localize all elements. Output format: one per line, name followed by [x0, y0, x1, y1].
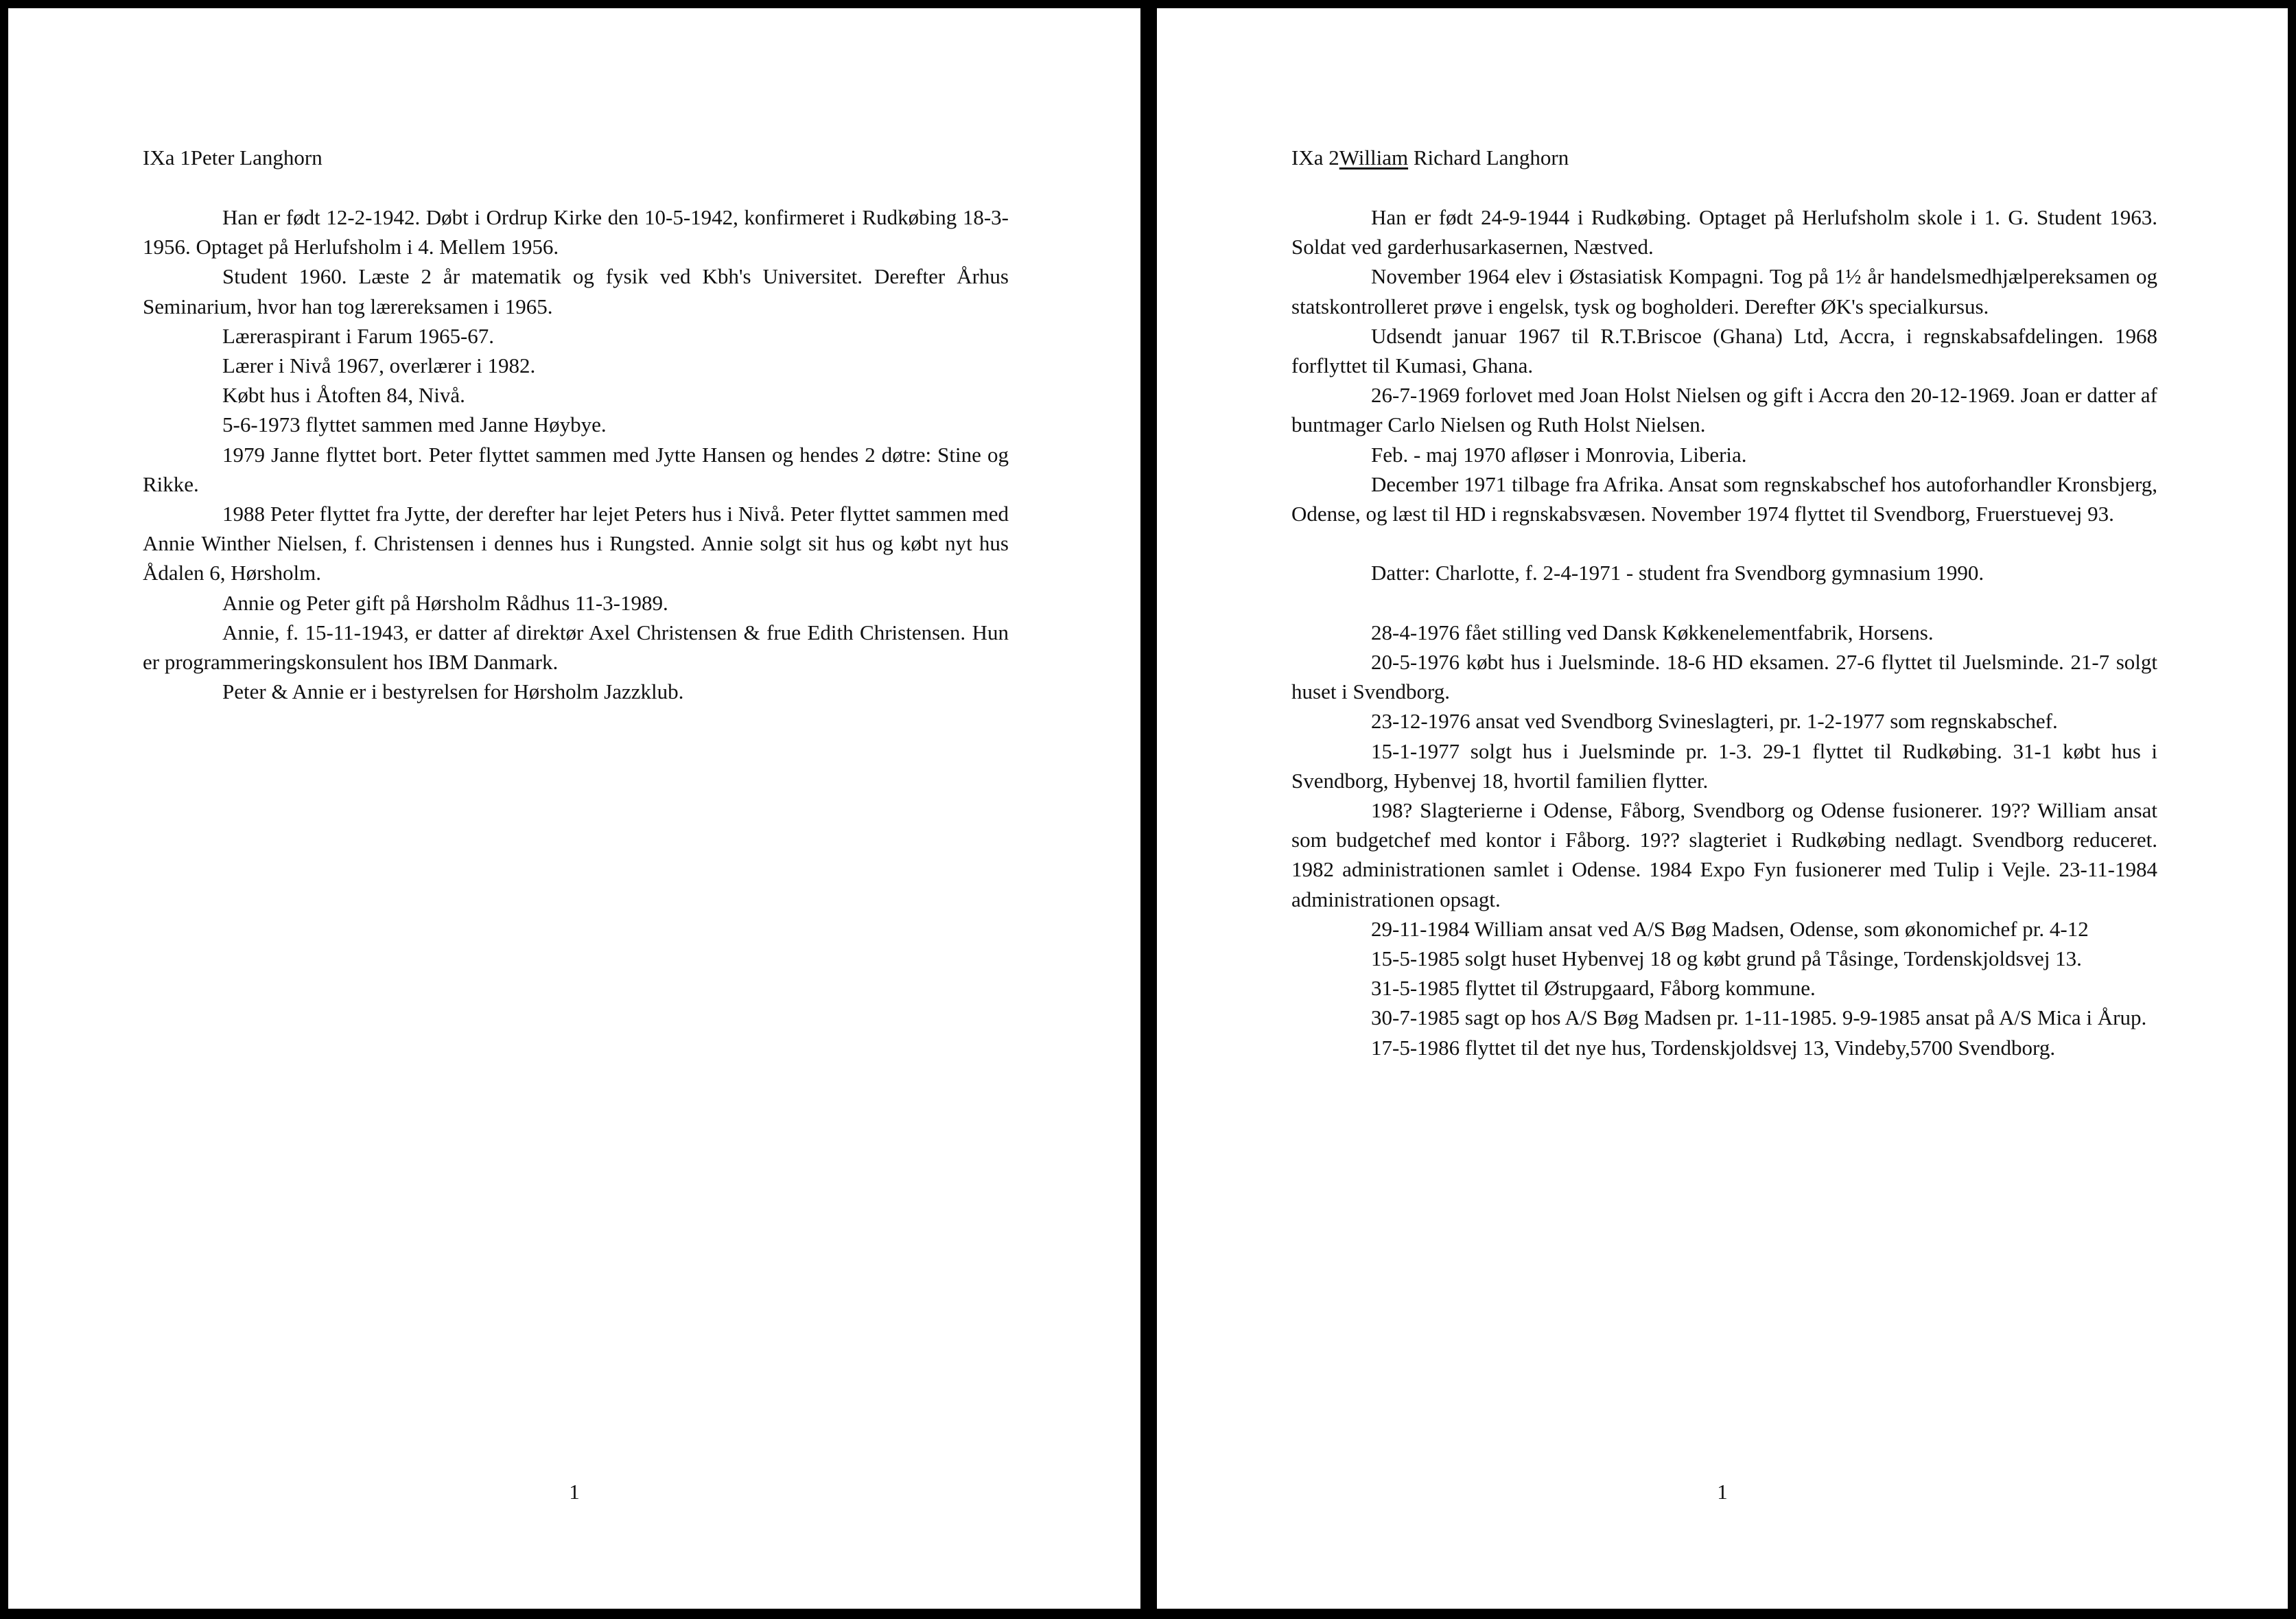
heading-name: Peter Langhorn	[190, 145, 323, 170]
paragraph: 20-5-1976 købt hus i Juelsminde. 18-6 HD eksamen. 27-6 flyttet til Juelsminde. 21-7 solgt huset i Svendborg.	[1291, 650, 2157, 704]
paragraph: Lærer i Nivå 1967, overlærer i 1982.	[222, 353, 536, 378]
paragraph: Han er født 12-2-1942. Døbt i Ordrup Kirke den 10-5-1942, konfirmeret i Rudkøbing 18-3-1956. Optaget på Herlufsholm i 4. Mellem 1956.	[143, 205, 1009, 259]
paragraph: 23-12-1976 ansat ved Svendborg Svineslagteri, pr. 1-2-1977 som regnskabschef.	[1371, 709, 2058, 734]
paragraph: November 1964 elev i Østasiatisk Kompagni. Tog på 1½ år handelsmedhjælpereksamen og statskontrolleret prøve i engelsk, tysk og bogholderi. Derefter ØK's specialkursus.	[1291, 264, 2157, 318]
paragraph: Læreraspirant i Farum 1965-67.	[222, 323, 495, 348]
document-page-left	[8, 8, 1140, 1609]
paragraph: 15-1-1977 solgt hus i Juelsminde pr. 1-3. 29-1 flyttet til Rudkøbing. 31-1 købt hus i Svendborg, Hybenvej 18, hvortil familien flytter.	[1291, 738, 2157, 793]
paragraph: 30-7-1985 sagt op hos A/S Bøg Madsen pr. 1-11-1985. 9-9-1985 ansat på A/S Mica i Årup.	[1371, 1005, 2147, 1030]
heading-code: IXa 2	[1291, 145, 1339, 170]
paragraph: 5-6-1973 flyttet sammen med Janne Høybye.	[222, 412, 607, 437]
paragraph: Peter & Annie er i bestyrelsen for Hørsholm Jazzklub.	[222, 679, 684, 704]
paragraph: 29-11-1984 William ansat ved A/S Bøg Madsen, Odense, som økonomichef pr. 4-12	[1371, 916, 2089, 941]
paragraph: 17-5-1986 flyttet til det nye hus, Tordenskjoldsvej 13, Vindeby,5700 Svendborg.	[1371, 1035, 2056, 1060]
paragraph: Datter: Charlotte, f. 2-4-1971 - student fra Svendborg gymnasium 1990.	[1371, 561, 1984, 585]
paragraph: Feb. - maj 1970 afløser i Monrovia, Liberia.	[1371, 442, 1747, 467]
paragraph: 28-4-1976 fået stilling ved Dansk Køkkenelementfabrik, Horsens.	[1371, 620, 1934, 644]
page-body	[143, 143, 1009, 706]
paragraph: Udsendt januar 1967 til R.T.Briscoe (Ghana) Ltd, Accra, i regnskabsafdelingen. 1968 forflyttet til Kumasi, Ghana.	[1291, 323, 2157, 378]
paragraph: Annie og Peter gift på Hørsholm Rådhus 11-3-1989.	[222, 590, 668, 615]
paragraph: 26-7-1969 forlovet med Joan Holst Nielsen og gift i Accra den 20-12-1969. Joan er datter af buntmager Carlo Nielsen og Ruth Holst Nielsen.	[1291, 383, 2157, 437]
heading-code: IXa 1	[143, 145, 191, 170]
heading-name-underlined: William	[1339, 145, 1409, 170]
paragraph: Købt hus i Åtoften 84, Nivå.	[222, 383, 465, 408]
paragraph: 198? Slagterierne i Odense, Fåborg, Svendborg og Odense fusionerer. 19?? William ansat som budgetchef med kontor i Fåborg. 19?? slagteriet i Rudkøbing nedlagt. Svendborg reduceret. 1982 administrationen samlet i Odense. 1984 Expo Fyn fusionerer med Tulip i Vejle. 23-11-1984 administrationen opsagt.	[1291, 798, 2157, 911]
paragraph: 1988 Peter flyttet fra Jytte, der derefter har lejet Peters hus i Nivå. Peter flyttet sammen med Annie Winther Nielsen, f. Christensen i dennes hus i Rungsted. Annie solgt sit hus og købt nyt hus Ådalen 6, Hørsholm.	[143, 502, 1009, 585]
paragraph: 1979 Janne flyttet bort. Peter flyttet sammen med Jytte Hansen og hendes 2 døtre: Stine og Rikke.	[143, 442, 1009, 496]
page-heading	[1291, 143, 2157, 172]
paragraph: Annie, f. 15-11-1943, er datter af direktør Axel Christensen & frue Edith Christensen. Hun er programmeringskonsulent hos IBM Danmark.	[143, 620, 1009, 675]
paragraph: December 1971 tilbage fra Afrika. Ansat som regnskabschef hos autoforhandler Kronsbjerg, Odense, og læst til HD i regnskabsvæsen. November 1974 flyttet til Svendborg, Fruerstuevej 93.	[1291, 471, 2157, 526]
heading-name-rest: Richard Langhorn	[1408, 145, 1569, 170]
paragraph: Han er født 24-9-1944 i Rudkøbing. Optaget på Herlufsholm skole i 1. G. Student 1963. Soldat ved garderhusarkasernen, Næstved.	[1291, 205, 2157, 259]
page-number: 1	[1717, 1480, 1728, 1504]
paragraph: 15-5-1985 solgt huset Hybenvej 18 og købt grund på Tåsinge, Tordenskjoldsvej 13.	[1371, 946, 2082, 971]
document-page-right	[1157, 8, 2288, 1609]
page-heading	[143, 143, 1009, 172]
paragraph: Student 1960. Læste 2 år matematik og fysik ved Kbh's Universitet. Derefter Århus Seminarium, hvor han tog lærereksamen i 1965.	[143, 264, 1009, 318]
page-body	[1291, 143, 2157, 1062]
page-number: 1	[569, 1480, 580, 1504]
paragraph: 31-5-1985 flyttet til Østrupgaard, Fåborg kommune.	[1371, 976, 1816, 1001]
